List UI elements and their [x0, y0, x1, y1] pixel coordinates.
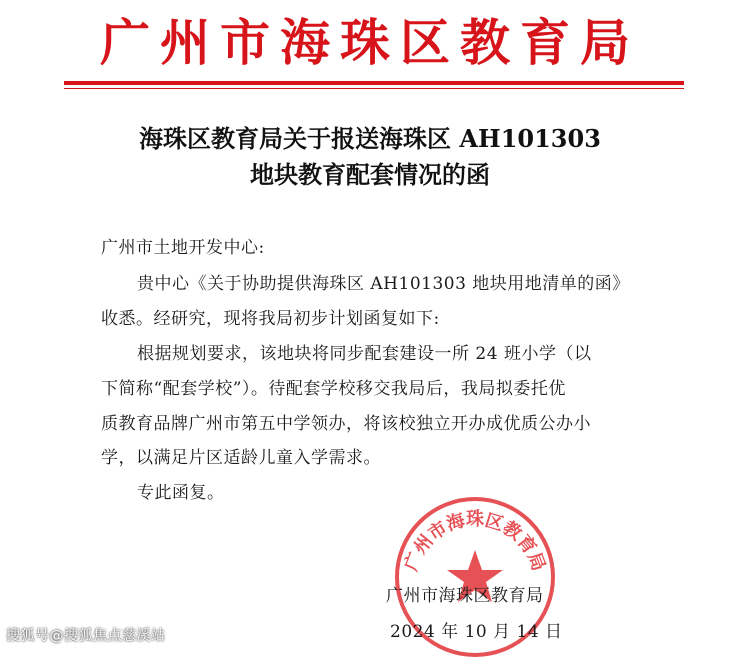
source-watermark: 搜狐号@搜狐焦点慈溪站 — [6, 628, 166, 644]
paragraph-2-line-2: 下简称“配套学校”）。待配套学校移交我局后，我局拟委托优 — [101, 379, 566, 399]
signature-organization: 广州市海珠区教育局 — [386, 586, 544, 606]
paragraph-1-line-2: 收悉。经研究，现将我局初步计划函复如下: — [101, 309, 440, 329]
letterhead-rule-thick — [64, 81, 684, 85]
letterhead-rule-thin — [64, 88, 684, 89]
document-title-line-2: 地块教育配套情况的函 — [250, 160, 490, 189]
signature-date: 2024 年 10 月 14 日 — [390, 622, 563, 642]
document-title-line-1: 海珠区教育局关于报送海珠区 AH101303 — [139, 124, 601, 153]
paragraph-2-line-3: 质教育品牌广州市第五中学领办，将该校独立开办成优质公办小 — [101, 414, 591, 434]
paragraph-2-line-1: 根据规划要求，该地块将同步配套建设一所 24 班小学（以 — [137, 344, 592, 364]
closing-remark: 专此函复。 — [137, 483, 225, 503]
paragraph-1-line-1: 贵中心《关于协助提供海珠区 AH101303 地块用地清单的函》 — [137, 274, 630, 294]
salutation: 广州市土地开发中心: — [101, 238, 265, 258]
paragraph-2-line-4: 学，以满足片区适龄儿童入学需求。 — [101, 448, 381, 468]
svg-text:广州市海珠区教育局: 广州市海珠区教育局 — [400, 509, 550, 574]
letterhead-org-name: 广州市海珠区教育局 — [100, 13, 640, 72]
